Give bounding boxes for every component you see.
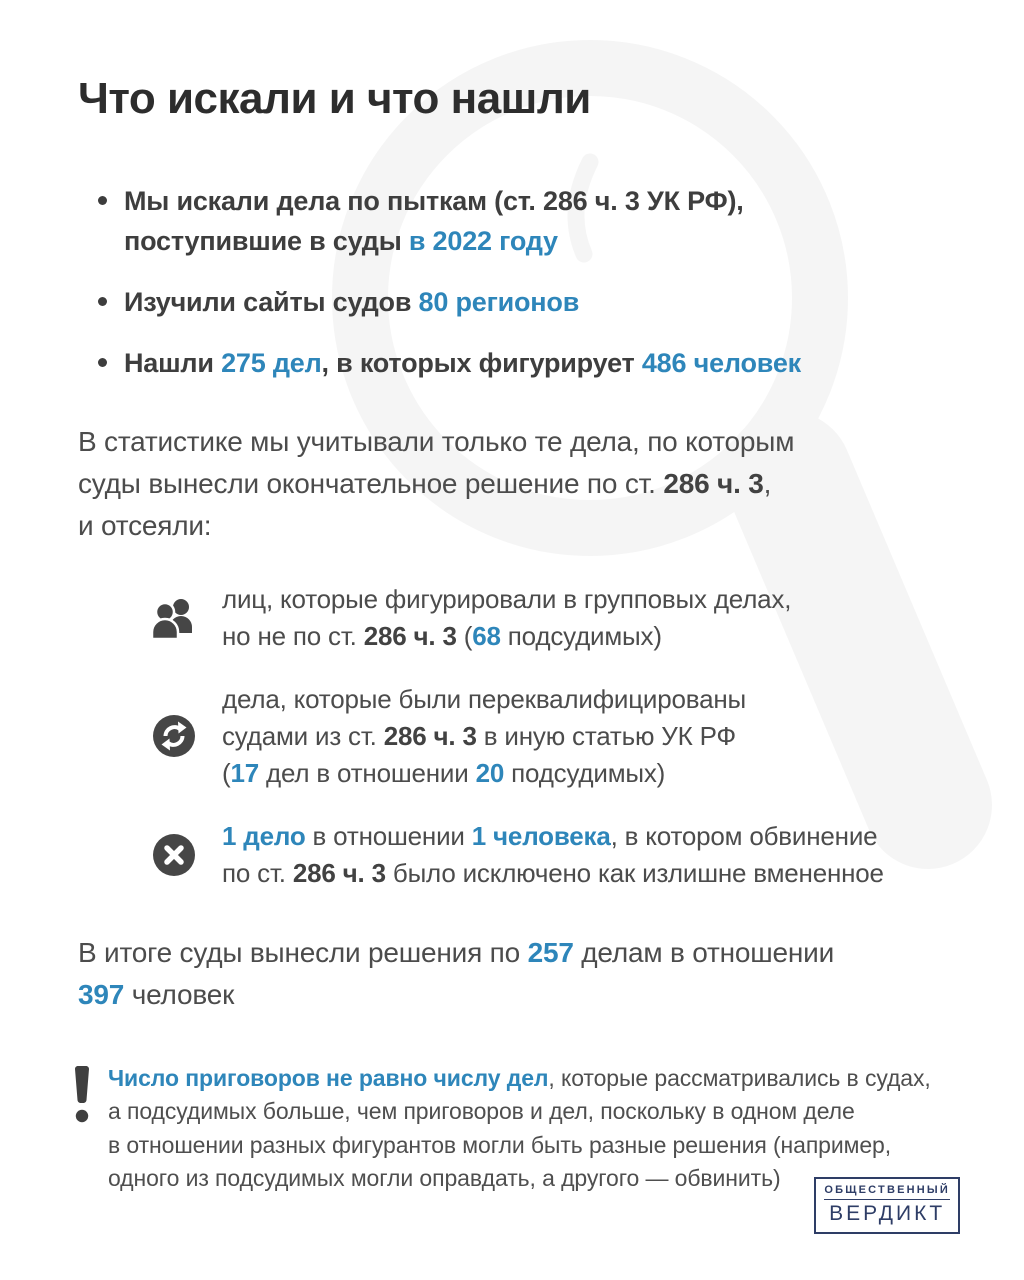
text-segment: в иную статью УК РФ [476,720,737,751]
highlight-defendants: 68 [472,620,501,651]
two-people-icon [150,596,198,640]
requalification-cycle-icon [150,715,198,757]
highlight-case-count: 1 дело [222,820,306,851]
bullet-item-search [98,181,984,261]
text-segment: человек [124,978,235,1010]
text-segment: в отношении [305,820,472,851]
article-ref: 286 ч. 3 [292,857,386,888]
bullet-text [124,343,801,383]
intro-paragraph [78,421,984,547]
highlight-year: в 2022 году [408,225,558,256]
text-segment: лиц, которые фигурировали в групповых делах, [222,583,792,614]
text-segment: но не по ст. [222,620,364,651]
highlight-total-people: 397 [78,978,125,1010]
excluded-item-text [222,818,884,892]
note-block [70,1062,984,1196]
text-segment: , [763,467,772,499]
excluded-item-dropped-charge [150,818,984,892]
text-segment: суды вынесли окончательное решение по ст. [78,467,664,499]
highlight-cases: 17 [230,757,259,788]
text-segment: В статистике мы учитывали только те дела, по которым [78,425,795,457]
bullet-item-regions [98,282,984,322]
article-ref: 286 ч. 3 [363,620,457,651]
bullet-dot-icon [98,358,107,367]
logo-stamp [814,1177,960,1234]
text-segment: дел в отношении [259,757,476,788]
text-segment: ( [222,757,231,788]
text-segment: Изучили сайты судов [124,286,419,317]
text-segment: судами из ст. [222,720,384,751]
excluded-item-text [222,681,746,792]
text-segment: было исключено как излишне вмененное [385,857,884,888]
article-ref: 286 ч. 3 [383,720,477,751]
text-segment: подсудимых) [500,620,662,651]
text-segment: подсудимых) [504,757,666,788]
bullet-item-found [98,343,984,383]
highlight-defendants: 20 [475,757,505,788]
text-segment: в отношении разных фигурантов могли быть разные решения (например, [108,1131,892,1158]
cross-circle-icon [150,834,198,876]
text-segment: , которые рассматривались в судах, [548,1064,931,1091]
logo-org-name-bottom: ВЕРДИКТ [829,1202,946,1225]
article-ref: 286 ч. 3 [663,467,764,499]
text-segment: ( [456,620,473,651]
note-text [108,1062,931,1196]
bullet-dot-icon [98,196,107,205]
excluded-item-text [222,581,791,655]
highlight-people: 486 человек [641,347,801,378]
note-lead: Число приговоров не равно числу дел [108,1064,549,1091]
highlight-total-cases: 257 [527,936,574,968]
text-segment: Нашли [124,347,222,378]
summary-paragraph [78,932,984,1016]
bullet-list [78,181,984,383]
text-segment: и отсеяли: [78,509,212,541]
text-segment: делам в отношении [573,936,835,968]
bullet-dot-icon [98,297,107,306]
bullet-text [124,181,744,261]
highlight-regions: 80 регионов [418,286,580,317]
text-segment: по ст. [222,857,293,888]
excluded-item-requalified [150,681,984,792]
excluded-list [78,581,984,892]
text-segment: , в котором обвинение [610,820,878,851]
bullet-text [124,282,579,322]
text-segment: а подсудимых больше, чем приговоров и дел, поскольку в одном деле [108,1098,855,1125]
text-segment: одного из подсудимых могли оправдать, а другого — обвинить) [108,1165,781,1192]
logo-org-name-top: ОБЩЕСТВЕННЫЙ [824,1184,950,1200]
highlight-person-count: 1 человека [471,820,611,851]
text-segment: поступившие в суды [124,225,409,256]
text-segment: дела, которые были переквалифицированы [222,683,746,714]
page-title: Что искали и что нашли [78,74,591,123]
text-segment: Мы искали дела по пыткам (ст. 286 ч. 3 УК РФ), [124,185,744,216]
highlight-cases: 275 дел [221,347,322,378]
excluded-item-group-cases [150,581,984,655]
exclamation-icon [70,1066,94,1196]
text-segment: В итоге суды вынесли решения по [78,936,528,968]
text-segment: , в которых фигурирует [321,347,642,378]
